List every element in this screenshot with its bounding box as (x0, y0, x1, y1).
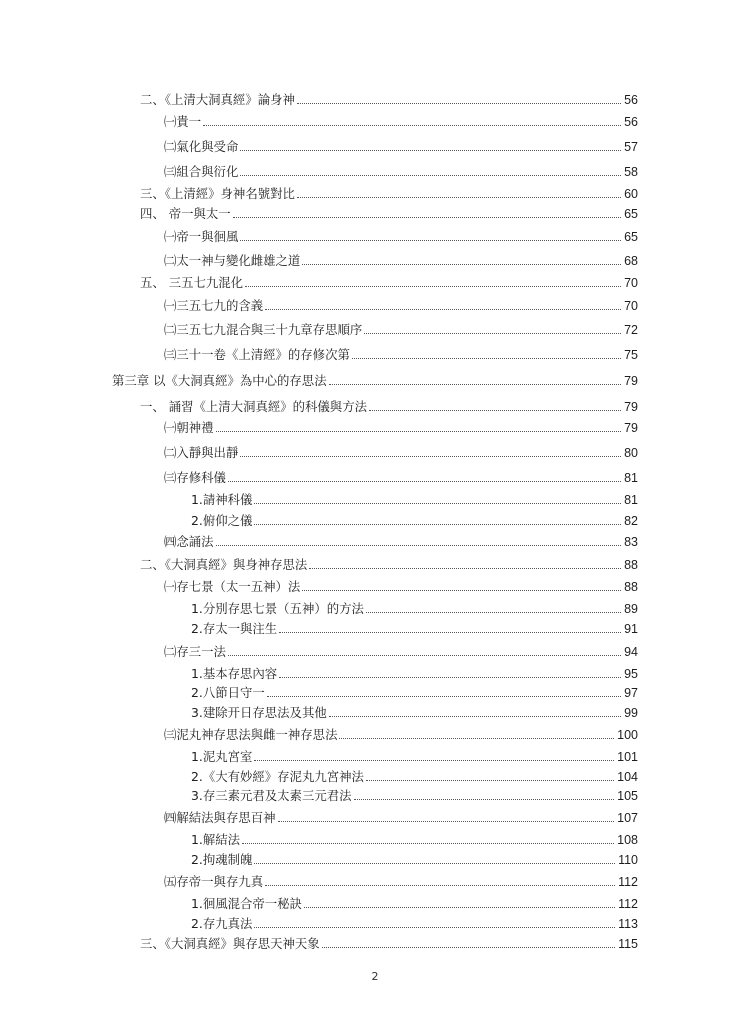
dot-leader (240, 150, 621, 151)
dot-leader (228, 481, 621, 482)
toc-entry-title: ㈢存修科儀 (164, 470, 226, 485)
dot-leader (265, 885, 615, 886)
dot-leader (369, 410, 621, 411)
toc-entry-title: 1.解結法 (191, 832, 240, 847)
toc-entry[interactable] (140, 204, 638, 222)
toc-entry-page: 72 (624, 323, 638, 337)
dot-leader (309, 568, 621, 569)
dot-leader (254, 760, 614, 761)
toc-entry-page: 75 (624, 348, 638, 362)
toc-entry-page: 99 (624, 706, 638, 720)
toc-entry-page: 94 (624, 645, 638, 659)
toc-entry-page: 70 (624, 299, 638, 313)
toc-entry-page: 83 (624, 535, 638, 549)
toc-entry-page: 70 (624, 276, 638, 290)
dot-leader (302, 590, 621, 591)
toc-entry-title: 2.存九真法 (191, 916, 253, 931)
dot-leader (297, 103, 621, 104)
toc-entry[interactable] (140, 273, 638, 291)
dot-leader (240, 175, 621, 176)
toc-entry-page: 112 (618, 875, 638, 889)
toc-entry[interactable] (191, 830, 638, 848)
toc-entry-page: 115 (618, 937, 638, 951)
toc-entry-title: ㈢組合與衍化 (164, 164, 239, 179)
toc-entry[interactable] (164, 162, 638, 180)
dot-leader (240, 240, 621, 241)
dot-leader (216, 431, 622, 432)
dot-leader (339, 738, 614, 739)
toc-entry[interactable] (164, 227, 638, 245)
toc-entry-page: 95 (624, 667, 638, 681)
toc-entry[interactable] (164, 577, 638, 595)
toc-entry-title: ㈡入靜與出靜 (164, 445, 239, 460)
dot-leader (279, 677, 621, 678)
toc-entry[interactable] (140, 555, 638, 573)
toc-entry[interactable] (164, 137, 638, 155)
toc-entry-title: 1.分別存思七景（五神）的方法 (191, 601, 364, 616)
toc-entry-title: 1.泥丸宮室 (191, 749, 253, 764)
toc-entry[interactable] (191, 664, 638, 682)
toc-entry[interactable] (191, 619, 638, 637)
toc-entry-page: 79 (624, 374, 638, 388)
toc-entry-title: 2.存太一與注生 (191, 621, 278, 636)
toc-entry-title: 四、 帝一與太一 (140, 206, 231, 221)
toc-entry[interactable] (191, 703, 638, 721)
toc-entry-page: 88 (624, 580, 638, 594)
toc-entry[interactable] (164, 808, 638, 826)
toc-entry-title: 三、《上清經》身神名號對比 (140, 186, 295, 201)
dot-leader (322, 947, 615, 948)
toc-entry[interactable] (164, 443, 638, 461)
dot-leader (254, 524, 621, 525)
toc-entry[interactable] (164, 468, 638, 486)
toc-entry-page: 110 (618, 853, 638, 867)
toc-entry-title: ㈢泥丸神存思法與雌一神存思法 (164, 727, 338, 742)
toc-entry-page: 97 (624, 686, 638, 700)
toc-entry-title: 2.《大有妙經》存泥丸九宮神法 (191, 769, 364, 784)
toc-entry[interactable] (164, 532, 638, 550)
toc-entry-title: ㈡氣化與受命 (164, 139, 239, 154)
dot-leader (254, 927, 615, 928)
toc-entry[interactable] (191, 914, 638, 932)
toc-entry[interactable] (140, 934, 638, 952)
dot-leader (329, 384, 622, 385)
dot-leader (216, 545, 622, 546)
toc-entry[interactable] (164, 251, 638, 269)
toc-entry[interactable] (191, 511, 638, 529)
toc-entry-page: 81 (624, 493, 638, 507)
toc-entry[interactable] (140, 184, 638, 202)
toc-entry-title: ㈠存七景（太一五神）法 (164, 579, 301, 594)
toc-entry-page: 107 (617, 811, 638, 825)
toc-entry-title: 3.建除开日存思法及其他 (191, 705, 327, 720)
toc-entry-page: 82 (624, 514, 638, 528)
toc-entry-page: 112 (618, 897, 638, 911)
toc-entry-page: 58 (624, 165, 638, 179)
toc-entry-title: ㈣解結法與存思百神 (164, 810, 276, 825)
toc-entry-title: 2.八節日守一 (191, 685, 265, 700)
toc-entry-title: 2.俯仰之儀 (191, 513, 253, 528)
dot-leader (265, 309, 621, 310)
dot-leader (297, 197, 621, 198)
toc-entry-page: 108 (617, 833, 638, 847)
toc-entry-title: 1.請神科儀 (191, 492, 253, 507)
toc-entry[interactable] (164, 345, 638, 363)
toc-entry[interactable] (191, 490, 638, 508)
toc-entry-title: ㈣念誦法 (164, 534, 214, 549)
toc-entry-page: 65 (624, 207, 638, 221)
dot-leader (233, 217, 621, 218)
dot-leader (354, 799, 615, 800)
toc-entry-title: ㈠三五七九的含義 (164, 298, 264, 313)
toc-entry[interactable] (164, 320, 638, 338)
toc-entry[interactable] (164, 296, 638, 314)
dot-leader (254, 503, 621, 504)
toc-entry[interactable] (191, 747, 638, 765)
toc-entry-page: 80 (624, 446, 638, 460)
dot-leader (245, 286, 621, 287)
toc-entry[interactable] (164, 872, 638, 890)
toc-entry-title: 五、 三五七九混化 (140, 275, 244, 290)
toc-entry-title: ㈡三五七九混合與三十九章存思順序 (164, 322, 363, 337)
toc-entry-title: ㈡存三一法 (164, 644, 226, 659)
dot-leader (228, 655, 621, 656)
toc-entry[interactable] (112, 371, 638, 389)
dot-leader (304, 907, 615, 908)
toc-entry[interactable] (164, 112, 638, 130)
toc-entry-title: 二、《大洞真經》與身神存思法 (140, 557, 308, 572)
toc-entry-title: ㈠貴一 (164, 114, 202, 129)
toc-entry-title: 二、《上清大洞真經》論身神 (140, 92, 295, 107)
toc-entry-page: 105 (617, 789, 638, 803)
dot-leader (366, 612, 621, 613)
toc-entry-title: ㈤存帝一與存九真 (164, 874, 264, 889)
toc-entry-page: 65 (624, 230, 638, 244)
toc-entry-title: 2.拘魂制魄 (191, 852, 253, 867)
toc-entry[interactable] (140, 397, 638, 415)
toc-entry-title: 一、 誦習《上清大洞真經》的科儀與方法 (140, 399, 367, 414)
dot-leader (279, 632, 621, 633)
toc-entry[interactable] (164, 725, 638, 743)
toc-entry-page: 104 (617, 770, 638, 784)
page-number: 2 (371, 970, 379, 983)
toc-entry[interactable] (164, 642, 638, 660)
toc-entry[interactable] (191, 599, 638, 617)
dot-leader (364, 333, 621, 334)
toc-entry-page: 89 (624, 602, 638, 616)
toc-entry-page: 88 (624, 558, 638, 572)
toc-entry-page: 56 (624, 93, 638, 107)
toc-entry-page: 60 (624, 187, 638, 201)
toc-entry-title: ㈠朝神禮 (164, 420, 214, 435)
toc-entry[interactable] (140, 90, 638, 108)
dot-leader (254, 863, 615, 864)
toc-entry-page: 101 (617, 750, 638, 764)
dot-leader (267, 696, 621, 697)
toc-entry-page: 57 (624, 140, 638, 154)
toc-entry[interactable] (191, 894, 638, 912)
dot-leader (203, 125, 621, 126)
toc-entry-page: 56 (624, 115, 638, 129)
toc-entry-title: 1.徊風混合帝一秘訣 (191, 896, 302, 911)
toc-entry-title: 3.存三素元君及太素三元君法 (191, 788, 352, 803)
dot-leader (302, 264, 621, 265)
toc-entry[interactable] (191, 850, 638, 868)
toc-entry[interactable] (191, 683, 638, 701)
dot-leader (242, 843, 614, 844)
toc-entry-page: 100 (617, 728, 638, 742)
toc-entry-page: 68 (624, 254, 638, 268)
toc-entry-title: ㈡太一神与變化雌雄之道 (164, 253, 301, 268)
toc-entry-title: ㈠帝一與徊風 (164, 229, 239, 244)
toc-entry-page: 79 (624, 421, 638, 435)
toc-entry-page: 81 (624, 471, 638, 485)
toc-entry[interactable] (191, 786, 638, 804)
dot-leader (240, 456, 621, 457)
dot-leader (366, 780, 614, 781)
toc-entry-title: 三、《大洞真經》與存思天神天象 (140, 936, 320, 951)
toc-entry[interactable] (191, 767, 638, 785)
toc-entry-title: ㈢三十一卷《上清經》的存修次第 (164, 347, 350, 362)
toc-entry-title: 1.基本存思內容 (191, 666, 278, 681)
dot-leader (352, 358, 621, 359)
dot-leader (329, 716, 621, 717)
toc-entry-page: 91 (624, 622, 638, 636)
toc-entry-page: 79 (624, 400, 638, 414)
dot-leader (278, 821, 615, 822)
toc-entry[interactable] (164, 418, 638, 436)
toc-entry-title: 第三章 以《大洞真經》為中心的存思法 (112, 373, 327, 388)
toc-entry-page: 113 (618, 917, 638, 931)
